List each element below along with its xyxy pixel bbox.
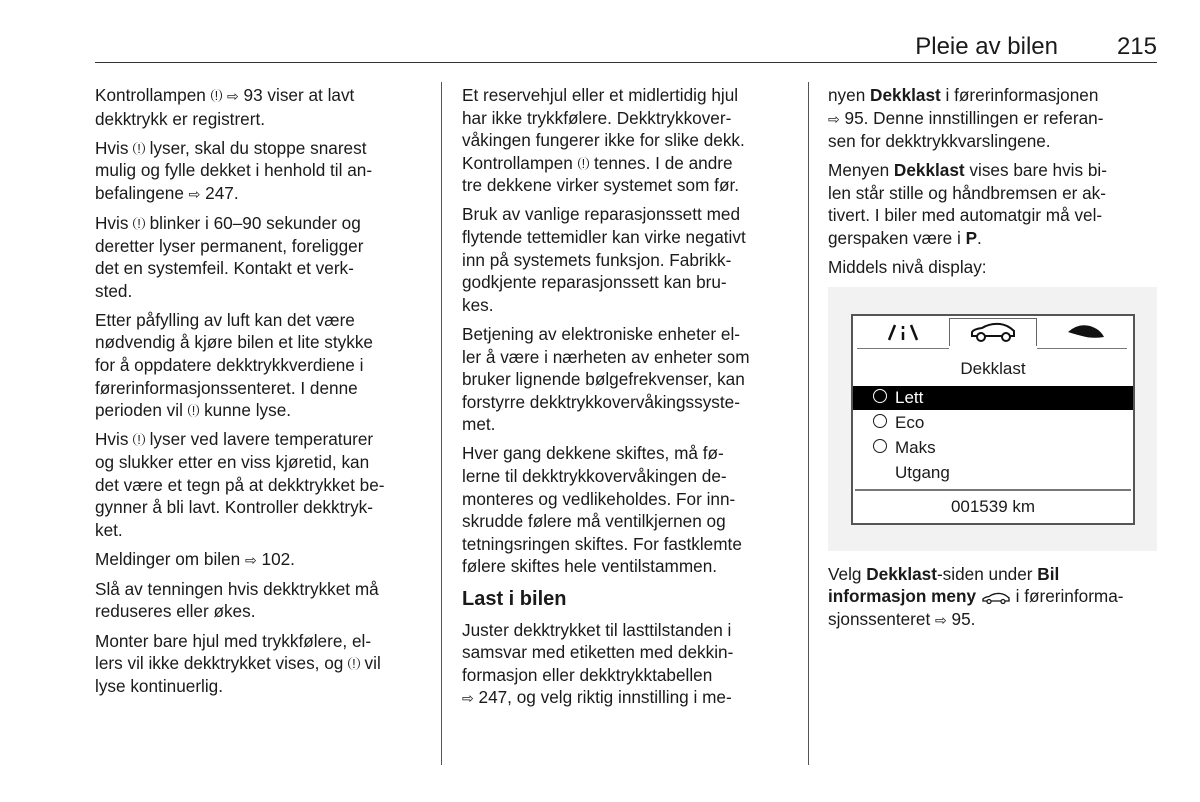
text-line xyxy=(95,474,384,497)
column-divider xyxy=(808,82,809,765)
display-option xyxy=(853,411,1133,435)
text: lyser, skal du stoppe snarest xyxy=(144,137,367,158)
text: forstyrre dekktrykkovervåkingssyste- xyxy=(462,391,740,412)
paragraph xyxy=(462,203,750,316)
text-line xyxy=(462,346,750,369)
text: befalingene xyxy=(95,182,189,203)
text: følere skiftes hele ventilstammen. xyxy=(462,556,718,577)
display-title: Dekklast xyxy=(960,358,1026,378)
text-line xyxy=(95,630,384,653)
text: kunne lyse. xyxy=(199,400,292,421)
text: flytende tettemidler kan virke negativt xyxy=(462,227,746,248)
car-info-icon xyxy=(981,586,1011,606)
text: tivert. I biler med automatgir må vel- xyxy=(828,205,1103,226)
text: Velg xyxy=(828,563,867,584)
page-number: 215 xyxy=(1116,33,1157,60)
paragraph xyxy=(95,630,384,698)
text: mulig og fylle dekket i henhold til an- xyxy=(95,160,373,181)
text-line xyxy=(95,652,384,675)
text: Kontrollampen xyxy=(95,85,211,105)
text-line xyxy=(462,271,750,294)
text-line xyxy=(462,686,750,710)
text: nødvendig å kjøre bilen et lite stykke xyxy=(95,332,373,353)
text: sen for dekktrykkvarslingene. xyxy=(828,131,1051,152)
page-reference-icon: ⇨ xyxy=(828,110,840,127)
text: Hvis xyxy=(95,137,134,158)
tab-rule xyxy=(1037,348,1127,349)
paragraph xyxy=(95,212,384,302)
tire-pressure-warning-icon: ! xyxy=(133,217,145,230)
info-display xyxy=(851,314,1135,525)
text-line xyxy=(828,159,1157,182)
tire-pressure-warning-icon: ! xyxy=(188,404,200,417)
text: for å oppdatere dekktrykkverdiene i xyxy=(95,355,364,376)
text-line xyxy=(462,391,750,414)
paragraph xyxy=(462,84,750,197)
text: Monter bare hjul med trykkfølere, el- xyxy=(95,630,372,651)
text: 102. xyxy=(256,548,295,569)
page-reference-icon: ⇨ xyxy=(245,551,257,568)
paragraph xyxy=(95,137,384,206)
text: skrudde følere må ventilkjernen og xyxy=(462,511,726,532)
text-line xyxy=(828,84,1157,107)
paragraph xyxy=(462,619,750,710)
text-line xyxy=(462,323,750,346)
text-line xyxy=(462,203,750,226)
text: nyen xyxy=(828,85,871,105)
text: 247. xyxy=(200,182,239,203)
paragraph xyxy=(95,578,384,623)
text-line xyxy=(462,465,750,488)
text-line xyxy=(95,212,384,235)
text: dekktrykk er registrert. xyxy=(95,108,266,129)
text-line xyxy=(95,354,384,377)
paragraph xyxy=(95,428,384,541)
text-line xyxy=(462,413,750,436)
text-line xyxy=(828,256,1157,279)
text: tre dekkene virker systemet som før. xyxy=(462,175,739,196)
eco-leaf-icon xyxy=(1043,318,1129,346)
col3-paras xyxy=(828,84,1157,279)
text-line xyxy=(95,519,384,542)
text-line xyxy=(828,563,1157,586)
display-tabs xyxy=(853,316,1133,348)
text: . xyxy=(977,228,982,249)
text: len står stille og håndbremsen er ak- xyxy=(828,182,1107,203)
text-line xyxy=(462,442,750,465)
text: blinker i 60–90 sekunder og xyxy=(144,212,361,233)
text-line xyxy=(462,510,750,533)
text: ler å være i nærheten av enheter som xyxy=(462,346,750,367)
text: perioden vil xyxy=(95,400,188,421)
tire-pressure-warning-icon: ! xyxy=(348,657,360,670)
text: det en systemfeil. Kontakt et verk- xyxy=(95,258,354,279)
text: sjonssenteret xyxy=(828,608,936,629)
text: i førerinformasjonen xyxy=(940,85,1099,105)
tire-pressure-warning-icon: ! xyxy=(211,89,223,102)
radio-icon xyxy=(873,414,887,428)
text: og slukker etter en viss kjøretid, kan xyxy=(95,451,370,472)
text: lyse kontinuerlig. xyxy=(95,675,224,696)
text-line xyxy=(462,619,750,642)
text-line xyxy=(462,294,750,317)
text: Betjening av elektroniske enheter el- xyxy=(462,323,741,344)
text-line xyxy=(462,226,750,249)
column-2 xyxy=(462,84,750,716)
section-title: Pleie av bilen xyxy=(915,33,1058,60)
paragraph xyxy=(828,563,1157,632)
text: tetningsringen skiftes. For fastklemte xyxy=(462,533,742,554)
text-line xyxy=(95,600,384,623)
text-line xyxy=(462,84,750,107)
page-reference-icon: ⇨ xyxy=(935,611,947,628)
text: i førerinforma- xyxy=(1010,586,1124,607)
text: det være et tegn på at dekktrykket be- xyxy=(95,474,385,495)
bold-term: Dekklast xyxy=(866,563,937,584)
text-line xyxy=(95,428,384,451)
text: deretter lyser permanent, foreligger xyxy=(95,235,364,256)
radio-icon xyxy=(873,389,887,403)
text: Hvis xyxy=(95,429,134,450)
text: 93 viser at lavt xyxy=(238,85,355,105)
text: lerne til dekktrykkovervåkingen de- xyxy=(462,466,727,486)
odometer: 001539 km xyxy=(950,496,1036,516)
text-line xyxy=(828,608,1157,632)
text-line xyxy=(462,664,750,687)
text-line xyxy=(95,182,384,206)
text-line xyxy=(95,257,384,280)
text-line xyxy=(95,399,384,422)
paragraph xyxy=(95,309,384,422)
text-line xyxy=(95,331,384,354)
text: Kontrollampen xyxy=(462,152,578,173)
text-line xyxy=(462,641,750,664)
text: Middels nivå display: xyxy=(828,257,987,278)
radio-icon xyxy=(873,439,887,453)
text: Etter påfylling av luft kan det være xyxy=(95,309,355,330)
text: Slå av tenningen hvis dekktrykket må xyxy=(95,578,379,599)
text: lyser ved lavere temperaturer xyxy=(144,429,374,450)
text-line xyxy=(95,578,384,601)
page-reference-icon: ⇨ xyxy=(227,88,239,104)
text: gynner å bli lavt. Kontroller dekktryk- xyxy=(95,497,373,518)
col3-paras-after xyxy=(828,563,1157,632)
text: Menyen xyxy=(828,160,894,181)
text: 95. xyxy=(946,608,976,629)
text-line xyxy=(95,159,384,182)
text-line xyxy=(462,533,750,556)
text-line xyxy=(828,227,1157,250)
text: -siden under xyxy=(936,563,1038,584)
text: reduseres eller økes. xyxy=(95,601,256,622)
text: Bruk av vanlige reparasjonssett med xyxy=(462,204,741,225)
column-3 xyxy=(828,84,1157,638)
bold-term: Bil xyxy=(1037,563,1060,584)
text-line xyxy=(828,130,1157,153)
text-line xyxy=(95,496,384,519)
text: har ikke trykkfølere. Dekktrykkover- xyxy=(462,107,732,128)
lane-icon xyxy=(863,318,943,346)
paragraph xyxy=(828,84,1157,153)
option-label: Maks xyxy=(895,437,936,457)
tire-pressure-warning-icon: ! xyxy=(133,142,145,155)
text-line xyxy=(828,585,1157,608)
text-line xyxy=(462,555,750,578)
text: met. xyxy=(462,414,496,435)
text-line xyxy=(95,377,384,400)
tire-pressure-warning-icon: ! xyxy=(578,157,590,170)
text: inn på systemets funksjon. Fabrikk- xyxy=(462,249,732,270)
bold-term: informasjon meny xyxy=(828,586,977,607)
car-icon xyxy=(968,321,1018,343)
option-label: Utgang xyxy=(895,462,950,482)
paragraph xyxy=(828,159,1157,249)
text: Et reservehjul eller et midlertidig hjul xyxy=(462,85,739,105)
text-line xyxy=(462,152,750,175)
text: vises bare hvis bi- xyxy=(964,160,1107,181)
text: kes. xyxy=(462,294,494,315)
paragraph xyxy=(462,442,750,578)
text: tennes. I de andre xyxy=(589,152,733,173)
text: vil xyxy=(359,653,381,674)
odometer-rule xyxy=(855,489,1131,491)
text-line xyxy=(95,280,384,303)
option-label: Eco xyxy=(895,412,925,432)
text-line xyxy=(95,84,384,108)
tab-rule xyxy=(857,348,949,349)
display-option xyxy=(853,386,1133,410)
text: formasjon eller dekktrykktabellen xyxy=(462,664,713,685)
text: Hver gang dekkene skiftes, må fø- xyxy=(462,443,724,464)
text: samsvar med etiketten med dekkin- xyxy=(462,642,734,663)
text-line xyxy=(95,309,384,332)
text: godkjente reparasjonssett kan bru- xyxy=(462,272,727,293)
text-line xyxy=(95,675,384,698)
paragraph xyxy=(828,256,1157,279)
text-line xyxy=(95,451,384,474)
page-reference-icon: ⇨ xyxy=(188,185,201,202)
col2-paras xyxy=(462,84,750,578)
text: 95. Denne innstillingen er referan- xyxy=(839,107,1104,128)
text: førerinformasjonssenteret. I denne xyxy=(95,377,358,398)
text: Juster dekktrykket til lasttilstanden i xyxy=(462,619,732,640)
text: monteres og vedlikeholdes. For inn- xyxy=(462,488,736,509)
text-line xyxy=(462,129,750,152)
section-heading: Last i bilen xyxy=(462,587,567,610)
bold-term: Dekklast xyxy=(893,160,965,181)
text: 247, og velg riktig innstilling i me- xyxy=(473,687,732,708)
text: ket. xyxy=(95,519,123,540)
paragraph xyxy=(95,548,384,572)
page-reference-icon: ⇨ xyxy=(462,690,474,707)
col1-paras xyxy=(95,84,384,697)
text-line xyxy=(828,204,1157,227)
option-label: Lett xyxy=(895,387,924,407)
text: bruker lignende bølgefrekvenser, kan xyxy=(462,369,745,390)
text-line xyxy=(828,107,1157,131)
paragraph xyxy=(95,84,384,130)
text: Hvis xyxy=(95,212,134,233)
text: våkingen fungerer ikke for slike dekk. xyxy=(462,130,745,151)
text-line xyxy=(462,107,750,130)
text-line xyxy=(95,108,384,131)
text-line xyxy=(95,235,384,258)
text-line xyxy=(462,488,750,511)
text-line xyxy=(462,174,750,197)
text-line xyxy=(95,137,384,160)
paragraph xyxy=(462,323,750,436)
text-line xyxy=(828,182,1157,205)
bold-term: Dekklast xyxy=(870,85,941,105)
text-line xyxy=(95,548,384,572)
display-figure xyxy=(828,287,1157,551)
car-info-tab xyxy=(949,318,1037,346)
text-line xyxy=(462,368,750,391)
text: sted. xyxy=(95,280,133,301)
bold-term: P xyxy=(965,228,978,249)
column-divider xyxy=(441,82,442,765)
display-option xyxy=(853,436,1133,460)
text-line xyxy=(462,249,750,272)
tire-pressure-warning-icon: ! xyxy=(133,433,145,446)
text: gerspaken være i xyxy=(828,228,966,249)
column-1 xyxy=(95,84,384,704)
header-rule xyxy=(95,62,1157,63)
display-option xyxy=(853,461,1133,485)
text: Meldinger om bilen xyxy=(95,548,245,569)
text: lers vil ikke dekktrykket vises, og xyxy=(95,653,349,674)
col2-paras-after xyxy=(462,619,750,710)
